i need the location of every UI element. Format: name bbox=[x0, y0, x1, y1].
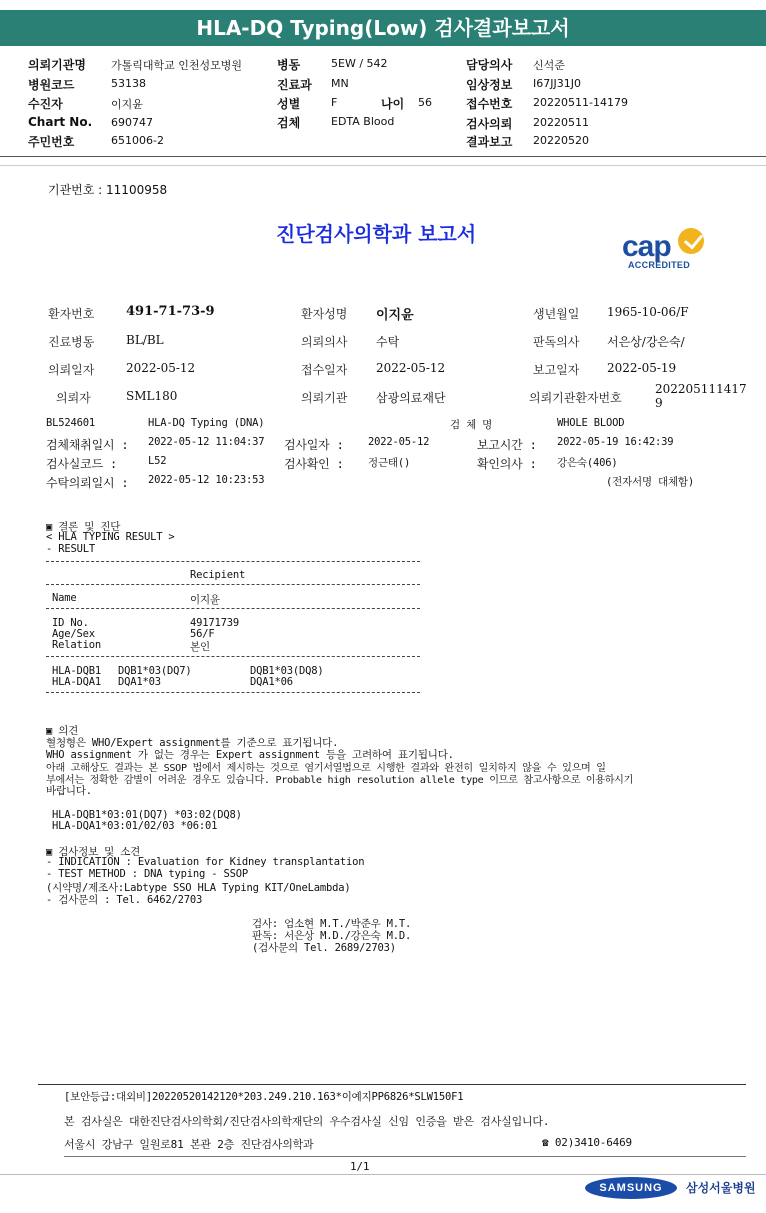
req-doc-value: 수탁 bbox=[376, 335, 400, 349]
dqa1-allele-1: DQA1*03 bbox=[118, 676, 161, 688]
request-value: 20220511 bbox=[533, 116, 589, 129]
receipt-label: 접수번호 bbox=[466, 97, 513, 111]
header-divider-light bbox=[0, 165, 766, 166]
high-res-dqa1: HLA-DQA1*03:01/02/03 *06:01 bbox=[52, 820, 218, 832]
chart-value: 690747 bbox=[111, 116, 153, 129]
report-banner-title: HLA-DQ Typing(Low) 검사결과보고서 bbox=[0, 10, 766, 46]
report-time-value: 2022-05-19 16:42:39 bbox=[557, 436, 674, 448]
sex-label: 성별 bbox=[277, 97, 301, 111]
specimen-label: 검체 bbox=[277, 116, 301, 130]
recv-date-value: 2022-05-12 bbox=[376, 361, 446, 375]
pt-name-value: 이지윤 bbox=[376, 308, 414, 323]
id-label: ID No. bbox=[52, 617, 89, 629]
test-date-label: 검사일자 : bbox=[284, 438, 344, 452]
divider bbox=[46, 692, 420, 693]
sex-value: F bbox=[331, 96, 338, 109]
request-label: 검사의뢰 bbox=[466, 117, 513, 131]
req-date-value: 2022-05-12 bbox=[126, 361, 196, 375]
security-line: [보안등급:대외비]20220520142120*203.249.210.163*이예지PP6826*SLW150F1 bbox=[64, 1091, 464, 1103]
opinion-heading: ▣ 의견 bbox=[46, 725, 79, 737]
result-subheading: < HLA TYPING RESULT > bbox=[46, 531, 175, 543]
age-value: 56 bbox=[418, 96, 432, 109]
specimen-value: EDTA Blood bbox=[331, 115, 395, 128]
pt-no-label: 환자번호 bbox=[48, 307, 95, 321]
req-org-label-body: 의뢰기관 bbox=[301, 391, 348, 405]
org-pt-no-value-1: 202205111417 bbox=[655, 382, 747, 396]
test-specimen-label: 검 체 명 bbox=[450, 419, 493, 431]
patient-label: 수진자 bbox=[28, 97, 63, 111]
cap-accredited-logo bbox=[620, 228, 720, 274]
report-label: 결과보고 bbox=[466, 135, 513, 149]
cap-logo-word: cap bbox=[622, 230, 671, 263]
org-pt-no-value-2: 9 bbox=[655, 396, 663, 410]
test-details-line: - TEST METHOD : DNA typing - SSOP bbox=[46, 868, 249, 880]
room-label: 검사실코드 : bbox=[46, 457, 118, 471]
institution-number: 기관번호 : 11100958 bbox=[48, 183, 168, 197]
id-value: 49171739 bbox=[190, 617, 239, 629]
opinion-line: 혈청형은 WHO/Expert assignment를 기준으로 표기됩니다. bbox=[46, 737, 339, 749]
report-value: 20220520 bbox=[533, 134, 589, 147]
dqa1-label: HLA-DQA1 bbox=[52, 676, 101, 688]
read-doc-value: 서은상/강은숙/ bbox=[607, 335, 685, 349]
name-label: Name bbox=[52, 592, 77, 604]
org-pt-no-label: 의뢰기관환자번호 bbox=[529, 391, 622, 405]
dob-value: 1965-10-06/F bbox=[607, 305, 689, 319]
certification-note: 본 검사실은 대한진단검사의학회/진단검사의학재단의 우수검사실 신임 인증을 받은 검사실입니다. bbox=[64, 1115, 550, 1128]
rep-date-label: 보고일자 bbox=[533, 363, 580, 377]
hosp-code-label: 병원코드 bbox=[28, 78, 75, 92]
req-date-label: 의뢰일자 bbox=[48, 363, 95, 377]
result-subheading-2: - RESULT bbox=[46, 543, 95, 555]
ward-label: 병동 bbox=[277, 58, 301, 72]
ward-value: 5EW / 542 bbox=[331, 57, 388, 70]
age-label: 나이 bbox=[381, 97, 405, 111]
test-details-line: (시약명/제조사:Labtype SSO HLA Typing KIT/OneLambda) bbox=[46, 882, 351, 894]
opinion-line: WHO assignment 가 없는 경우는 Expert assignment 등을 고려하여 표기됩니다. bbox=[46, 749, 454, 761]
hosp-code-value: 53138 bbox=[111, 77, 146, 90]
req-doc-label: 의뢰의사 bbox=[301, 335, 348, 349]
header-divider bbox=[0, 156, 766, 157]
requester-label: 의뢰자 bbox=[56, 391, 91, 405]
rep-date-value: 2022-05-19 bbox=[607, 361, 677, 375]
room-value: L52 bbox=[148, 455, 167, 467]
doctor-label: 담당의사 bbox=[466, 58, 513, 72]
read-doc-label: 판독의사 bbox=[533, 335, 580, 349]
divider bbox=[46, 584, 420, 585]
recipient-label: Recipient bbox=[190, 569, 246, 581]
test-details-heading: ▣ 검사정보 및 소견 bbox=[46, 846, 141, 858]
phone-number: ☎ 02)3410-6469 bbox=[542, 1136, 632, 1149]
ssn-value: 651006-2 bbox=[111, 134, 164, 147]
result-heading: ▣ 결론 및 진단 bbox=[46, 521, 121, 533]
test-details-line: - INDICATION : Evaluation for Kidney transplantation bbox=[46, 856, 365, 868]
agesex-label: Age/Sex bbox=[52, 628, 95, 640]
dob-label: 생년월일 bbox=[533, 307, 580, 321]
contract-value: 2022-05-12 10:23:53 bbox=[148, 474, 265, 486]
divider bbox=[46, 561, 420, 562]
test-details-line: - 검사문의 : Tel. 6462/2703 bbox=[46, 894, 203, 906]
high-res-dqb1: HLA-DQB1*03:01(DQ7) *03:02(DQ8) bbox=[52, 809, 242, 821]
dqb1-allele-2: DQB1*03(DQ8) bbox=[250, 665, 324, 677]
address: 서울시 강남구 일원로81 본관 2층 진단검사의학과 bbox=[64, 1138, 314, 1151]
divider bbox=[46, 608, 420, 609]
footer-divider bbox=[38, 1084, 746, 1085]
confirm-doc-value: 강은숙(406) bbox=[557, 457, 618, 469]
divider bbox=[46, 656, 420, 657]
bottom-divider bbox=[0, 1174, 766, 1175]
dept-value: MN bbox=[331, 77, 349, 90]
pt-no-value: 491-71-73-9 bbox=[126, 304, 215, 319]
signature-line: 검사: 엄소현 M.T./박준우 M.T. bbox=[252, 918, 412, 930]
dqa1-allele-2: DQA1*06 bbox=[250, 676, 293, 688]
test-date-value: 2022-05-12 bbox=[368, 436, 430, 448]
receipt-value: 20220511-14179 bbox=[533, 96, 628, 109]
clinical-value: I67JJ31J0 bbox=[533, 77, 581, 90]
relation-value: 본인 bbox=[190, 641, 210, 653]
opinion-line: 바랍니다. bbox=[46, 785, 92, 797]
recv-date-label: 접수일자 bbox=[301, 363, 348, 377]
clinical-label: 임상정보 bbox=[466, 78, 513, 92]
req-org-label: 의뢰기관명 bbox=[28, 58, 86, 72]
report-time-label: 보고시간 : bbox=[477, 438, 537, 452]
samsung-logo: SAMSUNG bbox=[585, 1177, 677, 1199]
chart-label: Chart No. bbox=[28, 115, 93, 129]
signature-line: 판독: 서은상 M.D./강은숙 M.D. bbox=[252, 930, 412, 942]
cap-logo-sub: ACCREDITED bbox=[628, 260, 691, 270]
ward-value-body: BL/BL bbox=[126, 333, 164, 347]
req-org-value-body: 삼광의료재단 bbox=[376, 391, 446, 405]
test-name: HLA-DQ Typing (DNA) bbox=[148, 417, 265, 429]
dqb1-label: HLA-DQB1 bbox=[52, 665, 101, 677]
relation-label: Relation bbox=[52, 639, 101, 651]
dqb1-allele-1: DQB1*03(DQ7) bbox=[118, 665, 192, 677]
confirm-doc-label: 확인의사 : bbox=[477, 457, 537, 471]
page-number: 1/1 bbox=[350, 1160, 370, 1173]
opinion-line: 부에서는 정확한 감별이 어려운 경우도 있습니다. Probable high resolution allele type 이므로 참고사항으로 이용하시기 bbox=[46, 775, 634, 786]
pt-name-label: 환자성명 bbox=[301, 307, 348, 321]
signature-line: (검사문의 Tel. 2689/2703) bbox=[252, 942, 396, 954]
agesex-value: 56/F bbox=[190, 628, 215, 640]
e-sign-note: (전자서명 대체함) bbox=[606, 476, 694, 488]
ssn-label: 주민번호 bbox=[28, 135, 75, 149]
hospital-name-logo: 삼성서울병원 bbox=[686, 1181, 756, 1195]
confirm-label: 검사확인 : bbox=[284, 457, 344, 471]
requester-value: SML180 bbox=[126, 389, 178, 403]
patient-value: 이지윤 bbox=[111, 98, 143, 111]
contract-label: 수탁의뢰일시 : bbox=[46, 476, 129, 490]
test-specimen-value: WHOLE BLOOD bbox=[557, 417, 625, 429]
test-code: BL524601 bbox=[46, 417, 95, 429]
doctor-value: 신석준 bbox=[533, 59, 565, 72]
opinion-line: 아래 고해상도 결과는 본 SSOP 법에서 제시하는 것으로 염기서열법으로 시행한 결과와 완전히 일치하지 않을 수 있으며 일 bbox=[46, 763, 606, 774]
name-value: 이지윤 bbox=[190, 594, 220, 606]
footer-divider bbox=[64, 1156, 746, 1157]
ward-label-body: 진료병동 bbox=[48, 335, 95, 349]
report-title: 진단검사의학과 보고서 bbox=[276, 222, 477, 246]
collect-label: 검체채취일시 : bbox=[46, 438, 129, 452]
req-org-value: 가톨릭대학교 인천성모병원 bbox=[111, 59, 243, 72]
confirm-value: 정근태() bbox=[368, 457, 411, 469]
dept-label: 진료과 bbox=[277, 78, 312, 92]
collect-value: 2022-05-12 11:04:37 bbox=[148, 436, 265, 448]
